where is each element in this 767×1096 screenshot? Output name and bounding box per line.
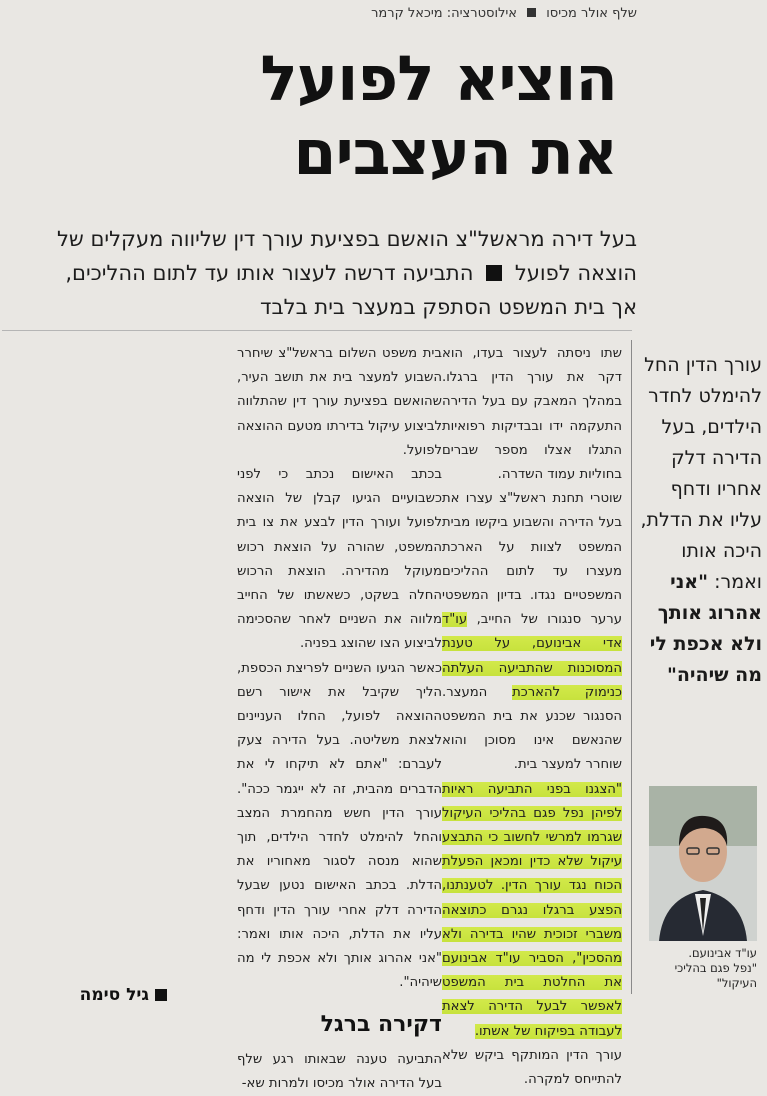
paragraph: בית משפט השלום בראשל"צ שיחרר השבוע למעצר בית את תושב העיר, שהואשם בפציעת עורך דין שהתלווה לביצוע עיקול בדירתו מטעם ההוצאה לפועל. xyxy=(237,346,442,458)
highlighted-text: "הצגנו בפני התביעה ראיות לפיהן נפל פגם בהליכי העיקול שגרמו למרשי לחשוב כי התבצע עיקול שלא כדין ומכאן הפעלת הכוח נגד עורך הדין. לטענתנו, הפצע ברגלו נגרם כתוצאה משברי זכוכית שהיו בדירה ולא מהסכין", הסביר עו"ד אבינועם את החלטת בית המשפט לאפשר לבעל הדירה לצאת לעבודה בפיקוח של אשתו. xyxy=(442,781,622,1039)
section-title: דקירה ברגל xyxy=(320,1012,442,1038)
pull-quote-sidebar xyxy=(637,350,762,691)
paragraph: עורך הדין המותקף ביקש שלא להתייחס למקרה. xyxy=(442,1047,622,1088)
sidebar-text xyxy=(637,350,762,691)
headline xyxy=(197,42,617,190)
byline-square-icon xyxy=(155,989,167,1001)
author-name: גיל סימה xyxy=(79,985,149,1005)
lawyer-photo xyxy=(649,786,757,941)
illustration-credit: אילוסטרציה: מיכאל קרמר xyxy=(371,6,517,21)
paragraph-segment: שוטרי תחנת ראשל"צ עצרו את בעל הדירה והשבוע ביקשו מבית המשפט לצוות על הארכת מעצרו עד לתום ההליכים המשפטיים נגדו. בדיון המשפטי ערער סנגורו של החייב, xyxy=(442,491,622,628)
paragraph: שתו ניסתה לעצור בעדו, הוא דקר את עורך הדין ברגלו. במהלך המאבק עם בעל הדירה התעקמה ידו ובבדיקות רפואיות התגלו אצלו מספר שברים בחוליות עמוד השדרה. xyxy=(442,346,622,483)
credit-line xyxy=(77,6,637,21)
article-column-right xyxy=(237,342,442,1096)
caption-name: עו"ד אבינועם. xyxy=(688,946,757,960)
byline xyxy=(80,985,167,1005)
paragraph-segment: המעצר. הסנגור שכנע את בית המשפט שהנאשם אינו מסוכן והוא שוחרר למעצר בית. xyxy=(442,684,622,773)
headline-line-2: את העצבים xyxy=(293,116,617,189)
paragraph xyxy=(442,778,622,1044)
headline-line-1: הוציא לפועל xyxy=(260,42,617,115)
sidebar-lead: עורך הדין החל להימלט לחדר הילדים, בעל הדירה דלק אחריו ודחף עליו את הדלת, היכה אותו ואמר: xyxy=(640,354,762,593)
paragraph xyxy=(442,487,622,777)
paragraph: בכתב האישום נכתב כי לפני כשבועיים הגיעו קבלן של הוצאה לפועל ועורך הדין לבצע את צו בית המשפט, שהורה על הוצאת רכוש מעוקל מהדירה. הוצאת הרכוש החלה בשקט, כשאשתו של החייב מלווה את השניים לאחר שהסכימה לביצוע הצו שהוצג בפניה. xyxy=(237,467,442,652)
subhead-part-1: בעל דירה מראשל"צ הואשם בפציעת עורך דין שליווה מעקלים של הוצאה לפועל xyxy=(56,227,637,285)
separator-square-icon xyxy=(486,265,502,281)
vertical-divider xyxy=(631,340,632,994)
subheadline xyxy=(47,222,637,324)
sidebar-quote: "אני אהרוג אותך ולא אכפת לי מה שיהיה" xyxy=(649,571,762,686)
highlighted-text: עו"ד אדי אבינועם, על טענת המסוכנות שהתביעה העלתה כנימוק להארכת xyxy=(442,612,622,700)
portrait-image xyxy=(649,786,757,941)
paragraph: כאשר הגיעו השניים לפריצת הכספת, הליך שקיבל את אישור רשם ההוצאה לפועל, החלו העניינים לצאת משליטה. בעל הדירה צעק לעברם: "אתם לא תיקחו לי את הדברים מהבית, זה לא ייגמר ככה". עורך הדין חשש מהחמרת המצב והחל להימלט לחדר הילדים, תוך שהוא מנסה לסגור מאחוריו את הדלת. בכתב האישום נטען שבעל הדירה דלק אחרי עורך הדין ודחף עליו את הדלת, היכה אותו ואמר: "אני אהרוג אותך ולא אכפת לי מה שיהיה". xyxy=(237,660,442,991)
paragraph: התביעה טענה שבאותו רגע שלף בעל הדירה אולר מכיסו ולמרות שא- xyxy=(237,1051,442,1091)
horizontal-divider xyxy=(2,330,632,331)
caption-quote: "נפל פגם בהליכי העיקול" xyxy=(674,961,757,990)
separator-square-icon xyxy=(527,8,536,17)
subhead-part-2: התביעה דרשה לעצור אותו עד לתום ההליכים, אך בית המשפט הסתפק במעצר בית בלבד xyxy=(65,261,637,319)
photo-caption xyxy=(649,946,757,991)
photo-credit: שלף אולר מכיסו xyxy=(546,6,637,21)
article-column-left xyxy=(442,342,622,1092)
